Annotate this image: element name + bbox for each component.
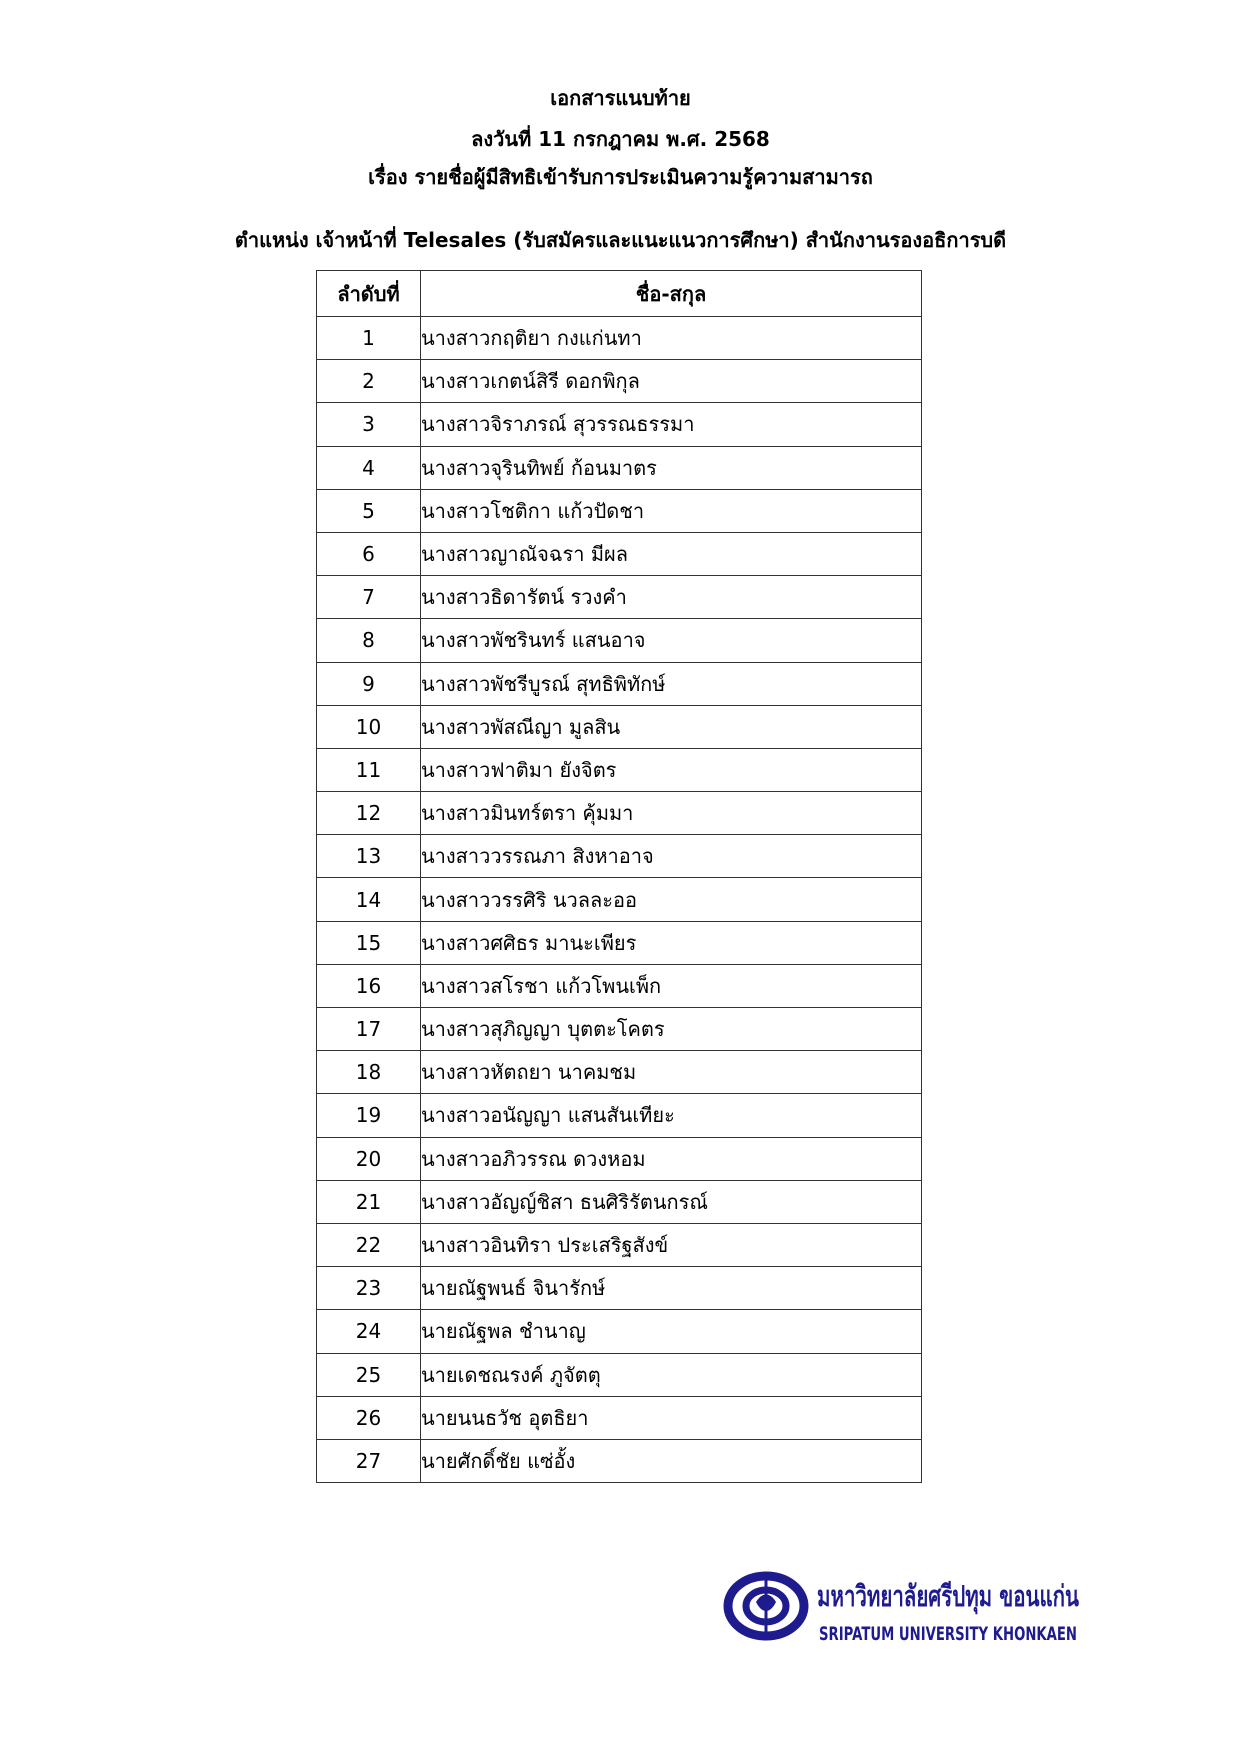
candidate-name: นางสาวสุภิญญา บุตตะโคตร — [421, 1008, 922, 1051]
table-row — [317, 1310, 922, 1353]
table-row — [317, 1008, 922, 1051]
row-number: 24 — [317, 1310, 421, 1353]
university-emblem-icon — [728, 1576, 804, 1636]
row-number: 7 — [317, 576, 421, 619]
table-row — [317, 1051, 922, 1094]
candidate-name: นางสาวมินทร์ตรา คุ้มมา — [421, 792, 922, 835]
candidate-name: นางสาวอภิวรรณ ดวงหอม — [421, 1137, 922, 1180]
row-number: 19 — [317, 1094, 421, 1137]
table-row — [317, 576, 922, 619]
candidate-name: นายนนธวัช อุตธิยา — [421, 1396, 922, 1439]
table-row — [317, 835, 922, 878]
row-number: 16 — [317, 964, 421, 1007]
table-row — [317, 1180, 922, 1223]
row-number: 18 — [317, 1051, 421, 1094]
candidate-name: นายเดชณรงค์ ภูจัตตุ — [421, 1353, 922, 1396]
candidate-name: นางสาวพัชรินทร์ แสนอาจ — [421, 619, 922, 662]
candidate-name: นายณัฐพนธ์ จินารักษ์ — [421, 1267, 922, 1310]
candidate-name: นางสาวหัตถยา นาคมชม — [421, 1051, 922, 1094]
candidate-name: นางสาวฟาติมา ยังจิตร — [421, 748, 922, 791]
document-date: ลงวันที่ 11 กรกฎาคม พ.ศ. 2568 — [471, 127, 770, 151]
table-row — [317, 921, 922, 964]
row-number: 17 — [317, 1008, 421, 1051]
candidate-name: นางสาวอินทิรา ประเสริฐสังข์ — [421, 1223, 922, 1266]
row-number: 1 — [317, 317, 421, 360]
row-number: 10 — [317, 705, 421, 748]
candidate-name: นางสาววรรศิริ นวลละออ — [421, 878, 922, 921]
logo-thai-name: มหาวิทยาลัยศรีปทุม ขอนแก่น — [817, 1579, 1189, 1613]
candidate-name: นายณัฐพล ชำนาญ — [421, 1310, 922, 1353]
table-row — [317, 360, 922, 403]
candidate-name: นางสาวศศิธร มานะเพียร — [421, 921, 922, 964]
candidate-name: นางสาวสโรชา แก้วโพนเพ็ก — [421, 964, 922, 1007]
table-row — [317, 446, 922, 489]
row-number: 2 — [317, 360, 421, 403]
table-row — [317, 705, 922, 748]
table-row — [317, 1223, 922, 1266]
table-row — [317, 317, 922, 360]
candidate-name: นางสาวพัสณีญา มูลสิน — [421, 705, 922, 748]
row-number: 3 — [317, 403, 421, 446]
table-row — [317, 748, 922, 791]
candidate-name: นายศักดิ์ชัย แซ่อั้ง — [421, 1439, 922, 1482]
candidate-name: นางสาวญาณัจฉรา มีผล — [421, 532, 922, 575]
table-row — [317, 792, 922, 835]
row-number: 27 — [317, 1439, 421, 1482]
candidate-name: นางสาวเกตน์สิรี ดอกพิกุล — [421, 360, 922, 403]
table-row — [317, 1137, 922, 1180]
candidate-name: นางสาววรรณภา สิงหาอาจ — [421, 835, 922, 878]
position-title: ตำแหน่ง เจ้าหน้าที่ Telesales (รับสมัครและแนะแนวการศึกษา) สำนักงานรองอธิการบดี — [234, 228, 1007, 252]
column-header-number: ลำดับที่ — [317, 271, 421, 317]
table-row — [317, 1396, 922, 1439]
row-number: 14 — [317, 878, 421, 921]
document-subject: เรื่อง รายชื่อผู้มีสิทธิเข้ารับการประเมินความรู้ความสามารถ — [368, 165, 873, 189]
document-title: เอกสารแนบท้าย — [550, 86, 691, 110]
row-number: 21 — [317, 1180, 421, 1223]
row-number: 25 — [317, 1353, 421, 1396]
university-logo — [722, 1562, 1189, 1652]
table-row — [317, 532, 922, 575]
table-row — [317, 878, 922, 921]
table-row — [317, 1267, 922, 1310]
candidate-table — [316, 270, 922, 1483]
table-header-row — [317, 271, 922, 317]
row-number: 4 — [317, 446, 421, 489]
candidate-name: นางสาวจิราภรณ์ สุวรรณธรรมา — [421, 403, 922, 446]
candidate-name: นางสาวจุรินทิพย์ ก้อนมาตร — [421, 446, 922, 489]
row-number: 6 — [317, 532, 421, 575]
candidate-name: นางสาวกฤติยา กงแก่นทา — [421, 317, 922, 360]
table-row — [317, 403, 922, 446]
table-row — [317, 964, 922, 1007]
row-number: 9 — [317, 662, 421, 705]
row-number: 12 — [317, 792, 421, 835]
table-row — [317, 1439, 922, 1482]
candidate-name: นางสาวโชติกา แก้วปัดชา — [421, 489, 922, 532]
row-number: 23 — [317, 1267, 421, 1310]
logo-english-name: SRIPATUM UNIVERSITY KHONKAEN — [819, 1623, 1077, 1645]
table-body — [317, 317, 922, 1483]
candidate-name: นางสาวอัญญ์ชิสา ธนศิริรัตนกรณ์ — [421, 1180, 922, 1223]
table-row — [317, 619, 922, 662]
table-row — [317, 1353, 922, 1396]
candidate-name: นางสาวธิดารัตน์ รวงคำ — [421, 576, 922, 619]
candidate-name: นางสาวอนัญญา แสนสันเทียะ — [421, 1094, 922, 1137]
column-header-name: ชื่อ-สกุล — [421, 271, 922, 317]
row-number: 8 — [317, 619, 421, 662]
candidate-name: นางสาวพัชรีบูรณ์ สุทธิพิทักษ์ — [421, 662, 922, 705]
table-row — [317, 489, 922, 532]
row-number: 13 — [317, 835, 421, 878]
table-row — [317, 1094, 922, 1137]
row-number: 26 — [317, 1396, 421, 1439]
row-number: 11 — [317, 748, 421, 791]
row-number: 20 — [317, 1137, 421, 1180]
row-number: 15 — [317, 921, 421, 964]
row-number: 5 — [317, 489, 421, 532]
row-number: 22 — [317, 1223, 421, 1266]
table-row — [317, 662, 922, 705]
